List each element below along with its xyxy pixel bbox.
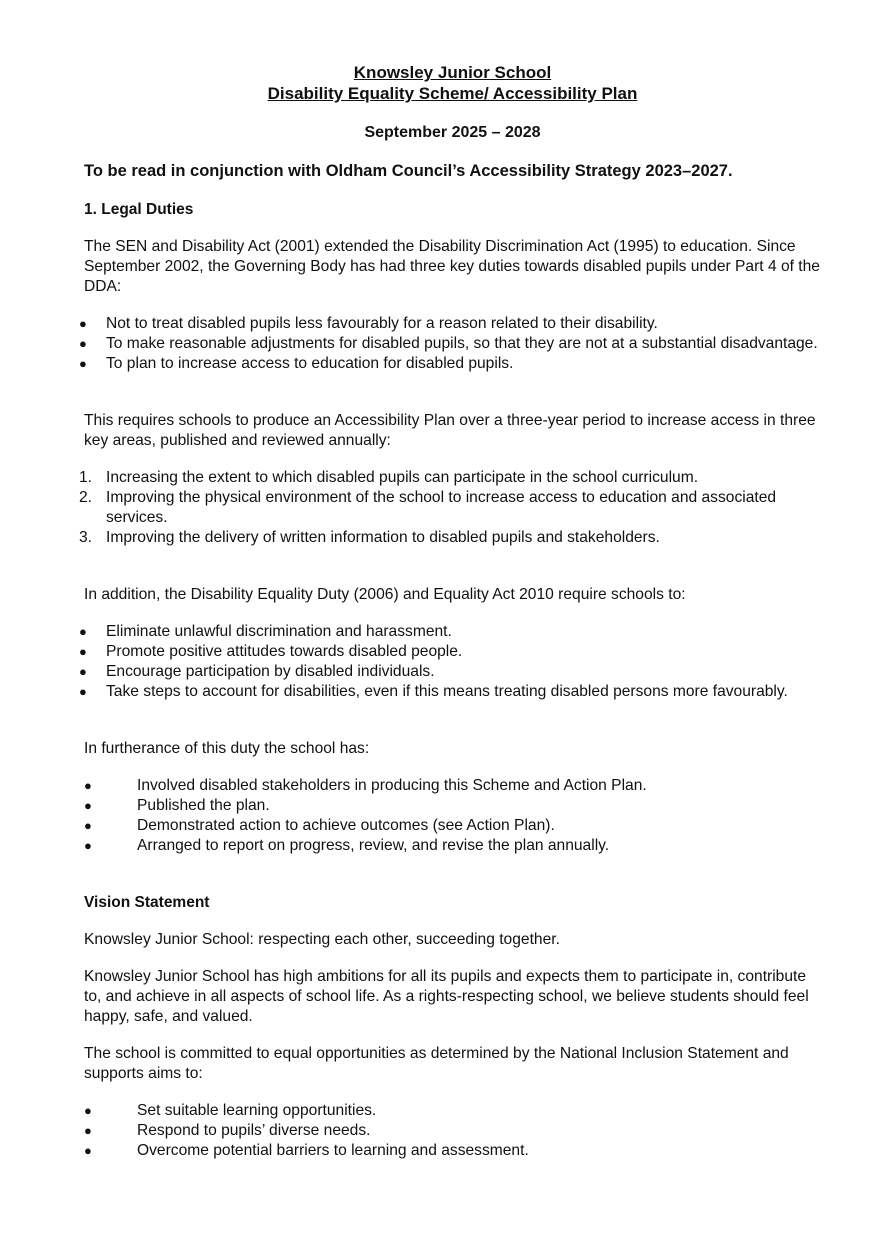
vision-statement-heading: Vision Statement (84, 894, 210, 911)
legal-duties-paragraph: The SEN and Disability Act (2001) extended the Disability Discrimination Act (1995) to education. Since September 2002, the Governing Body has had three key duties towards disabled pupils under Part 4 of the DDA: (84, 238, 820, 295)
list-item-text: Improving the physical environment of the school to increase access to education and associated services. (106, 489, 777, 526)
aims-list (84, 1101, 821, 1161)
accessibility-plan-paragraph: This requires schools to produce an Accessibility Plan over a three-year period to increase access in three key areas, published and reviewed annually: (84, 412, 816, 449)
list-item (79, 528, 821, 548)
key-areas-list (79, 468, 821, 548)
list-number: 3. (79, 529, 93, 546)
list-item: ● Arranged to report on progress, review, and revise the plan annually. (84, 836, 821, 856)
furtherance-paragraph: In furtherance of this duty the school has: (84, 740, 370, 757)
list-item: ● Not to treat disabled pupils less favourably for a reason related to their disability. (84, 314, 821, 334)
requirements-list (84, 622, 821, 702)
vision-paragraph: Knowsley Junior School has high ambitions for all its pupils and expects them to participate in, contribute to, and achieve in all aspects of school life. As a rights-respecting school, we believe students should feel happy, safe, and valued. (84, 968, 809, 1025)
list-item: ● Respond to pupils’ diverse needs. (84, 1121, 821, 1141)
list-item: ● Eliminate unlawful discrimination and harassment. (84, 622, 821, 642)
plan-dates: September 2025 – 2028 (364, 124, 541, 141)
equality-duty-paragraph: In addition, the Disability Equality Duty (2006) and Equality Act 2010 require schools to: (84, 586, 686, 603)
list-item: ● Published the plan. (84, 796, 821, 816)
list-item: ● Promote positive attitudes towards disabled people. (84, 642, 821, 662)
list-number: 1. (79, 469, 93, 486)
list-item: ● Take steps to account for disabilities, even if this means treating disabled persons more favourably. (84, 682, 821, 702)
school-motto: Knowsley Junior School: respecting each other, succeeding together. (84, 931, 560, 948)
actions-list (84, 776, 821, 856)
list-item: ● Encourage participation by disabled individuals. (84, 662, 821, 682)
list-item (79, 488, 821, 528)
list-number: 2. (79, 489, 93, 506)
list-item (79, 468, 821, 488)
document-header (84, 62, 821, 143)
list-item: ● To make reasonable adjustments for disabled pupils, so that they are not at a substantial disadvantage. (84, 334, 821, 354)
plan-title: Disability Equality Scheme/ Accessibility Plan (267, 84, 638, 103)
list-item: ● Set suitable learning opportunities. (84, 1101, 821, 1121)
list-item: ● Demonstrated action to achieve outcomes (see Action Plan). (84, 816, 821, 836)
list-item: ● To plan to increase access to education for disabled pupils. (84, 354, 821, 374)
list-item: ● Involved disabled stakeholders in producing this Scheme and Action Plan. (84, 776, 821, 796)
intro-statement: To be read in conjunction with Oldham Council’s Accessibility Strategy 2023–2027. (84, 162, 733, 180)
list-item: ● Overcome potential barriers to learning and assessment. (84, 1141, 821, 1161)
legal-duties-heading: 1. Legal Duties (84, 201, 194, 218)
list-item-text: Increasing the extent to which disabled pupils can participate in the school curriculum. (106, 469, 699, 486)
duties-list (84, 314, 821, 374)
school-name-title: Knowsley Junior School (353, 63, 552, 82)
list-item-text: Improving the delivery of written information to disabled pupils and stakeholders. (106, 529, 660, 546)
equal-opportunities-paragraph: The school is committed to equal opportunities as determined by the National Inclusion Statement and supports aims to: (84, 1045, 789, 1082)
